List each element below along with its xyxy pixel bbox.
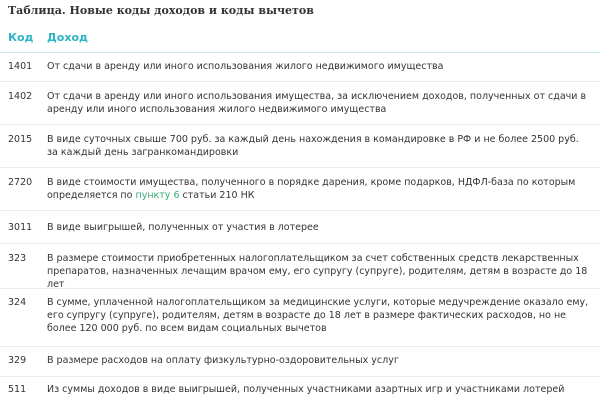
row-description: От сдачи в аренду или иного использования имущества, за исключением доходов, полученных от сдачи в аренду или иного использования жилого недвижимого имущества: [47, 91, 587, 115]
row-code: 511: [8, 384, 27, 395]
row-description-text-tail: статьи 210 НК: [179, 190, 255, 201]
table-row: [0, 377, 600, 403]
table-caption: Таблица. Новые коды доходов и коды вычетов: [8, 4, 314, 17]
row-description: В сумме, уплаченной налогоплательщиком за медицинские услуги, которые медучреждение оказало ему, его супругу (супруге), родителям, детям в возрасте до 18 лет в размере фактических расходов, но не более 120 000 руб. по всем видам социальных вычетов: [47, 297, 589, 334]
row-description: В виде суточных свыше 700 руб. за каждый день нахождения в командировке в РФ и не более 2500 руб. за каждый день загранкомандировки: [47, 134, 579, 158]
table-row: [0, 82, 600, 125]
row-code: 329: [8, 355, 27, 366]
table-row: [0, 244, 600, 289]
row-description: В размере стоимости приобретенных налогоплательщиком за счет собственных средств лекарственных препаратов, назначенных лечащим врачом ему, его супругу (супруге), родителям, детям в возрасте до 18 лет: [47, 253, 588, 290]
table-row: [0, 168, 600, 211]
row-code: 3011: [8, 222, 33, 233]
row-code: 324: [8, 297, 27, 308]
row-description: В размере расходов на оплату физкультурно-оздоровительных услуг: [47, 355, 399, 366]
column-header-income: Доход: [47, 31, 88, 44]
row-description: В виде выигрышей, полученных от участия в лотерее: [47, 222, 319, 233]
row-code: 323: [8, 253, 27, 264]
column-header-code: Код: [8, 31, 34, 44]
table-row: [0, 125, 600, 168]
row-code: 1401: [8, 61, 33, 72]
row-code: 2015: [8, 134, 33, 145]
article-210-point-6-link[interactable]: пункту 6: [135, 190, 180, 201]
row-description: [47, 176, 592, 202]
table-row: [0, 347, 600, 377]
row-description: От сдачи в аренду или иного использования жилого недвижимого имущества: [47, 61, 444, 72]
table-header: [0, 22, 600, 53]
table-row: [0, 211, 600, 244]
row-code: 1402: [8, 91, 33, 102]
row-code: 2720: [8, 177, 33, 188]
row-description-text: В виде стоимости имущества, полученного в порядке дарения, кроме подарков, НДФЛ-база по которым определяется по: [47, 177, 576, 201]
row-description: Из суммы доходов в виде выигрышей, полученных участниками азартных игр и участниками лотерей: [47, 384, 565, 395]
table-row: [0, 52, 600, 82]
table-row: [0, 289, 600, 347]
